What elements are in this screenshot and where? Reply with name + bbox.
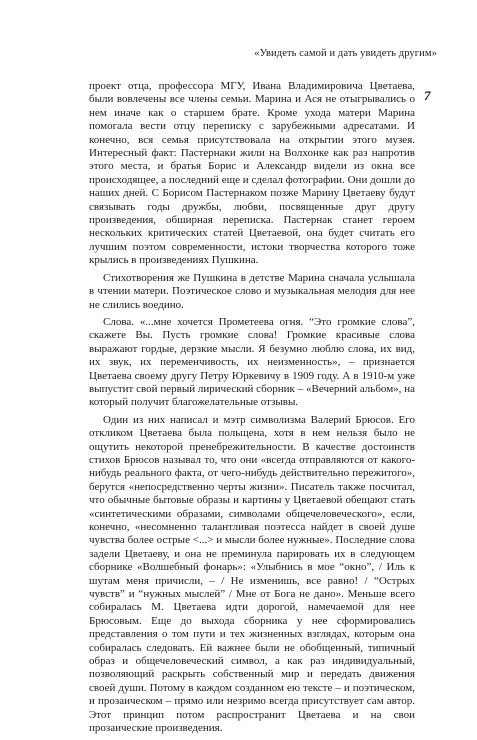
- paragraph: Один из них написал и мэтр символизма Валерий Брюсов. Его откликом Цветаева была польщена, хотя в нем нельзя было не ощутить некоторой пренебрежительности. В качестве достоинств стихов Брюсов называл то, что они «всегда отправляются от какого-нибудь реального факта, от чего-нибудь действительно пережитого», берутся «непосредственно черты жизни». Писатель также посчитал, что обычные бытовые образы и картины у Цветаевой обещают стать «синтетическими образами, символами общечеловеческого», если, конечно, «несомненно талантливая поэтесса найдет в своей душе чувства более острые <...> и мысли более нужные». Последние слова задели Цветаеву, и она не преминула парировать их в следующем сборнике «Волшебный фонарь»: «Улыбнись в мое “окно”, / Иль к шутам меня причисли, – / Не изменишь, все равно! / “Острых чувств” и “нужных мыслей” / Мне от Бога не дано». Меньше всего собиралась М. Цветаева идти дорогой, намечаемой для нее Брюсовым. Еще до выхода сборника у нее сформировались представления о том пути и тех жизненных взглядах, которым она собиралась следовать. Ей важнее были не обобщенный, типичный образ и общечеловеческий символ, а как раз индивидуальный, позволяющий раскрыть собственный мир и передать движения своей души. Потому в каждом созданном ею тексте – и поэтическом, и прозаическом – прямо или незримо всегда присутствует сам автор. Этот принцип потом распространит Цветаева и на свои прозаические произведения.: [89, 413, 415, 735]
- running-title: «Увидеть самой и дать увидеть другим»: [254, 48, 437, 59]
- page-number: 7: [424, 88, 431, 103]
- paragraph: Слова. «...мне хочется Прометеева огня. “Это громкие слова”, скажете Вы. Пусть громкие слова! Громкие красивые слова выражают гордые, дерзкие мысли. Я безумно люблю слова, их вид, их звук, их переменчивость, их неизменность», – признается Цветаева своему другу Петру Юркевичу в 1909 году. А в 1910-м уже выпустит свой первый лирический сборник – «Вечерний альбом», на который получит благожелательные отзывы.: [89, 315, 415, 409]
- body-text: [89, 80, 415, 740]
- paragraph: проект отца, профессора МГУ, Ивана Владимировича Цветаева, были вовлечены все члены семьи. Марина и Ася не отыгрывались о нем иначе как о старшем брате. Кроме ухода матери Марина помогала вести отцу переписку с зарубежными адресатами. И конечно, вся семья присутствовала на открытии этого музея. Интересный факт: Пастернаки жили на Волхонке как раз напротив этого места, и братья Борис и Александр видели из окна все происходящее, а последний еще и сделал фотографии. Они дошли до наших дней. С Борисом Пастернаком позже Марину Цветаеву будут связывать годы дружбы, любви, посвященные друг другу произведения, обширная переписка. Пастернак станет героем нескольких критических статей Цветаевой, она будет считать его лучшим поэтом современности, истоки творчества которого тоже крылись в произведениях Пушкина.: [89, 80, 415, 267]
- paragraph: Стихотворения же Пушкина в детстве Марина сначала услышала в чтении матери. Поэтическое слово и музыкальная мелодия для нее не слились воедино.: [89, 271, 415, 311]
